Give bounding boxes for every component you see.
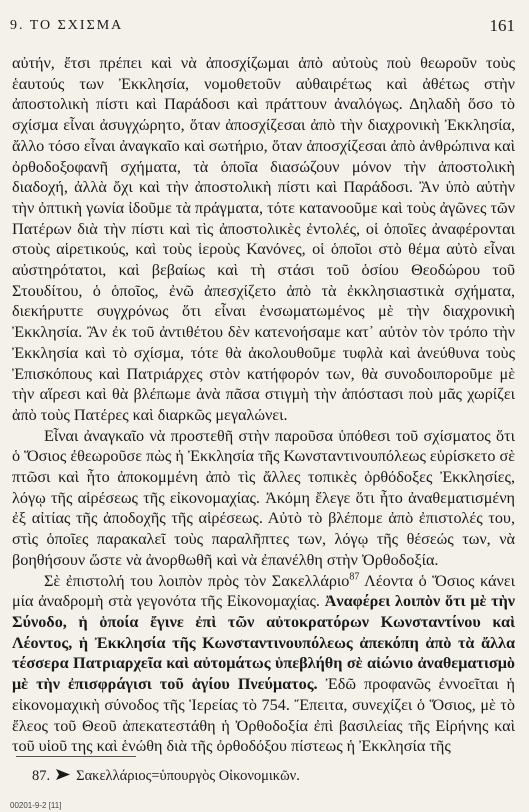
paragraph-3 [12,571,515,757]
printer-signature: 00201-9-2 [11] [10,801,62,810]
footnote-separator [16,756,136,757]
paragraph-3-start: Σὲ ἐπιστολή του λοιπὸν πρὸς τὸν Σακελλάριο [44,571,350,590]
paragraph-1: αὐτήν, ἔτσι πρέπει καὶ νὰ ἀποσχίζωμαι ἀπὸ αὐτοὺς ποὺ θεωροῦν τοὺς ἑαυτούς των Ἐκκλησία, νομοθετοῦν αὐθαιρέτως καὶ ἀθέτως στὴν ἀποστολικὴ πίστι καὶ Παράδοσι καὶ πράττουν ἀναλόγως. Δηλαδὴ ὅσο τὸ σχίσμα εἶναι ἀσυγχώρητο, ὅταν ἀποσχίζεσαι ἀπὸ τὴν διαχρονικὴ Ἐκκλησία, ἄλλο τόσο εἶναι ἀναγκαῖο καὶ σωτήριο, ὅταν ἀποσχίζεσαι ἀπὸ ἀνθρώπινα καὶ ὀρθοδοξοφανῆ σχήματα, τὰ ὁποῖα διασώζουν μόνον τὴν ἀποστολικὴ διαδοχή, ἀλλὰ ὄχι καὶ τὴν ἀποστολικὴ πίστι καὶ Παράδοσι. Ἂν ὑπὸ αὐτὴν τὴν ὀπτικὴ γωνία ἰδοῦμε τὰ πράγματα, τότε κατανοοῦμε καὶ τοὺς ἀγῶνες τῶν Πατέρων διὰ τὴν πίστι καὶ τὶς ἀποστολικὲς ἐντολές, οἱ ὁποῖες ἀναφέρονται στοὺς αἱρετικούς, καὶ τοὺς ἱεροὺς Κανόνες, οἱ ὁποῖοι στὸ θέμα αὐτὸ εἶναι αὐστηρότατοι, καὶ βεβαίως καὶ τὴ στάσι τοῦ ὁσίου Θεοδώρου τοῦ Στουδίτου, ὁ ὁποῖος, ἐνῶ ἀπεσχίζετο ἀπὸ τὰ ἐκκλησιαστικὰ σχήματα, διεκήρυττε συγχρόνως ὅτι εἶναι ἐνσωματωμένος μὲ τὴν διαχρονικὴ Ἐκκλησία. Ἂν ἐκ τοῦ ἀντιθέτου δὲν κατενοήσαμε κατ᾽ αὐτὸν τὸν τρόπο τὴν Ἐκκλησία καὶ τὸ σχίσμα, τότε θὰ ἀκολουθοῦμε τυφλὰ καὶ ἀνεύθυνα τοὺς Ἐπισκόπους καὶ Πατριάρχες στὸν κατήφορόν των, θὰ συνοδοιποροῦμε μὲ τὴν αἵρεσι καὶ θὰ βλέπωμε ἀνὰ πᾶσα στιγμὴ τὴν ἀπόστασι ποὺ μᾶς χωρίζει ἀπὸ τοὺς Πατέρες καὶ διαρκῶς μεγαλώνει. [12,54,515,424]
paragraph-2: Εἶναι ἀναγκαῖο νὰ προστεθῆ στὴν παροῦσα ὑπόθεσι τοῦ σχίσματος ὅτι ὁ Ὅσιος ἐθεωροῦσε πὼς ἡ Ἐκκλησία τῆς Κωνσταντινουπόλεως εὑρίσκετο σὲ πτῶσι καὶ ἦτο ἀποκομμένη ἀπὸ τὶς ἄλλες τοπικὲς ὀρθόδοξες Ἐκκλησίες, λόγῳ τῆς αἱρέσεως τῆς εἰκονομαχίας. Ἀκόμη ἔλεγε ὅτι ἦτο ἀναθεματισμένη ἐξ αἰτίας τῆς ἀποδοχῆς τῆς αἱρέσεως. Αὐτὸ τὸ βλέπομε ἀπὸ ἐπιστολές του, στὶς ὁποῖες παρακαλεῖ τοὺς παραλῆπτες των, λόγῳ τῆς θέσεώς των, νὰ βοηθήσουν ὥστε νὰ ἀνορθωθῆ καὶ νὰ ἐπανέλθη στὴν Ὀρθοδοξία. [12,426,516,569]
right-pointer-icon [56,768,70,785]
running-head [10,18,515,38]
footnote-text: Σακελλάριος=ὑπουργὸς Οἰκονομικῶν. [76,768,300,784]
paragraph-3-middle: Λέοντα ὁ Ὅσιος κάνει μία ἀναδρομὴ στὰ γεγονότα τῆς Εἰκονομαχίας. [12,571,515,611]
body-text [12,53,515,757]
paragraph-3-end: Ἐδῶ προφανῶς ἐννοεῖται ἡ εἰκονομαχικὴ σύνοδος τῆς Ἱερείας τὸ 754. Ἔπειτα, συνεχίζει ὁ Ὅσιος, μὲ τὸ ἔλεος τοῦ Θεοῦ ἀπεκατεστάθη ἡ Ὀρθοδοξία ἐπὶ βασιλείας τῆς Εἰρήνης καὶ τοῦ υἱοῦ της καὶ ἑνώθη διὰ τῆς ὀρθοδόξου πίστεως ἡ Ἐκκλησία τῆς [12,675,515,756]
footnote-reference[interactable]: 87 [349,571,360,583]
page-number: 161 [489,16,515,35]
footnote [32,768,300,785]
chapter-title: 9. ΤΟ ΣΧΙΣΜΑ [10,18,124,33]
paragraph-3-emphasis: Ἀναφέρει λοιπὸν ὅτι μὲ τὴν Σύνοδο, ἡ ὁποία ἔγινε ἐπὶ τῶν αὐτοκρατόρων Κωνσταντίνου καὶ Λέοντος, ἡ Ἐκκλησία τῆς Κωνσταντινουπόλεως ἀπεκόπη ἀπὸ τὰ ἄλλα τέσσερα Πατριαρχεῖα καὶ αὐτομάτως ὑπεβλήθη σὲ αἰώνιο ἀναθεματισμὸ μὲ τὴν ἐπισφράγισι τοῦ ἁγίου Πνεύματος. [12,592,515,694]
footnote-number: 87. [32,768,51,784]
